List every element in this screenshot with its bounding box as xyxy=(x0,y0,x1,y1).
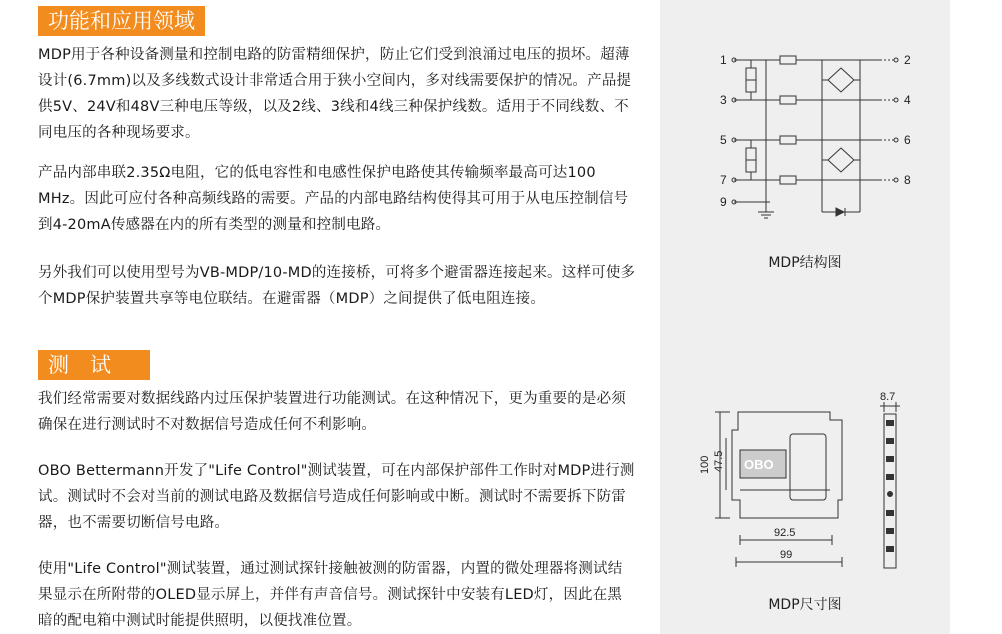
terminal-label: 1 xyxy=(720,53,727,67)
terminal-label: 5 xyxy=(720,133,727,147)
terminal-label: 4 xyxy=(904,93,911,107)
circuit-diagram xyxy=(660,30,950,260)
dimension-label: 8.7 xyxy=(880,391,896,403)
paragraph: 我们经常需要对数据线路内过压保护装置进行功能测试。在这种情况下，更为重要的是必须确保在进行测试时不对数据信号造成任何不利影响。 xyxy=(38,391,626,433)
figure-caption: MDP结构图 xyxy=(768,255,842,271)
terminal-label: 7 xyxy=(720,173,727,187)
terminal-label: 9 xyxy=(720,195,727,209)
dimension-label: 100 xyxy=(699,455,711,474)
terminal-label: 2 xyxy=(904,53,911,67)
section-heading-test: 测 试 xyxy=(38,350,150,380)
paragraph: 使用"Life Control"测试装置，通过测试探针接触被测的防雷器，内置的微处理器将测试结果显示在所附带的OLED显示屏上，并伴有声音信号。测试探针中安装有LED灯，因此在黑暗的配电箱中测试时能提供照明，以便找准位置。 xyxy=(38,561,623,629)
terminal-label: 6 xyxy=(904,133,911,147)
brand-logo: OBO xyxy=(744,457,774,472)
section-heading-function: 功能和应用领域 xyxy=(38,6,205,36)
figure-caption: MDP尺寸图 xyxy=(768,597,842,613)
terminal-label: 8 xyxy=(904,173,911,187)
dimension-label: 92.5 xyxy=(774,527,796,539)
paragraph: OBO Bettermann开发了"Life Control"测试装置，可在内部保护部件工作时对MDP进行测试。测试时不会对当前的测试电路及数据信号造成任何影响或中断。测试时不需要拆下防雷器，也不需要切断信号电路。 xyxy=(38,463,635,531)
paragraph: MDP用于各种设备测量和控制电路的防雷精细保护，防止它们受到浪涌过电压的损坏。超薄设计(6.7mm)以及多线数式设计非常适合用于狭小空间内，多对线需要保护的情况。产品提供5V、24V和48V三种电压等级，以及2线、3线和4线三种保护线数。适用于不同线数、不同电压的各种现场要求。 xyxy=(38,47,632,141)
figure-panel xyxy=(660,0,950,634)
paragraph: 另外我们可以使用型号为VB-MDP/10-MD的连接桥，可将多个避雷器连接起来。这样可使多个MDP保护装置共享等电位联结。在避雷器（MDP）之间提供了低电阻连接。 xyxy=(38,265,636,307)
dimension-drawing xyxy=(660,390,950,590)
dimension-label: 99 xyxy=(780,549,793,561)
dimension-label: 47.5 xyxy=(713,450,725,472)
paragraph: 产品内部串联2.35Ω电阻，它的低电容性和电感性保护电路使其传输频率最高可达100 MHz。因此可应付各种高频线路的需要。产品的内部电路结构使得其可用于从电压控制信号到4-20mA传感器在内的所有类型的测量和控制电路。 xyxy=(38,165,629,233)
terminal-label: 3 xyxy=(720,93,727,107)
